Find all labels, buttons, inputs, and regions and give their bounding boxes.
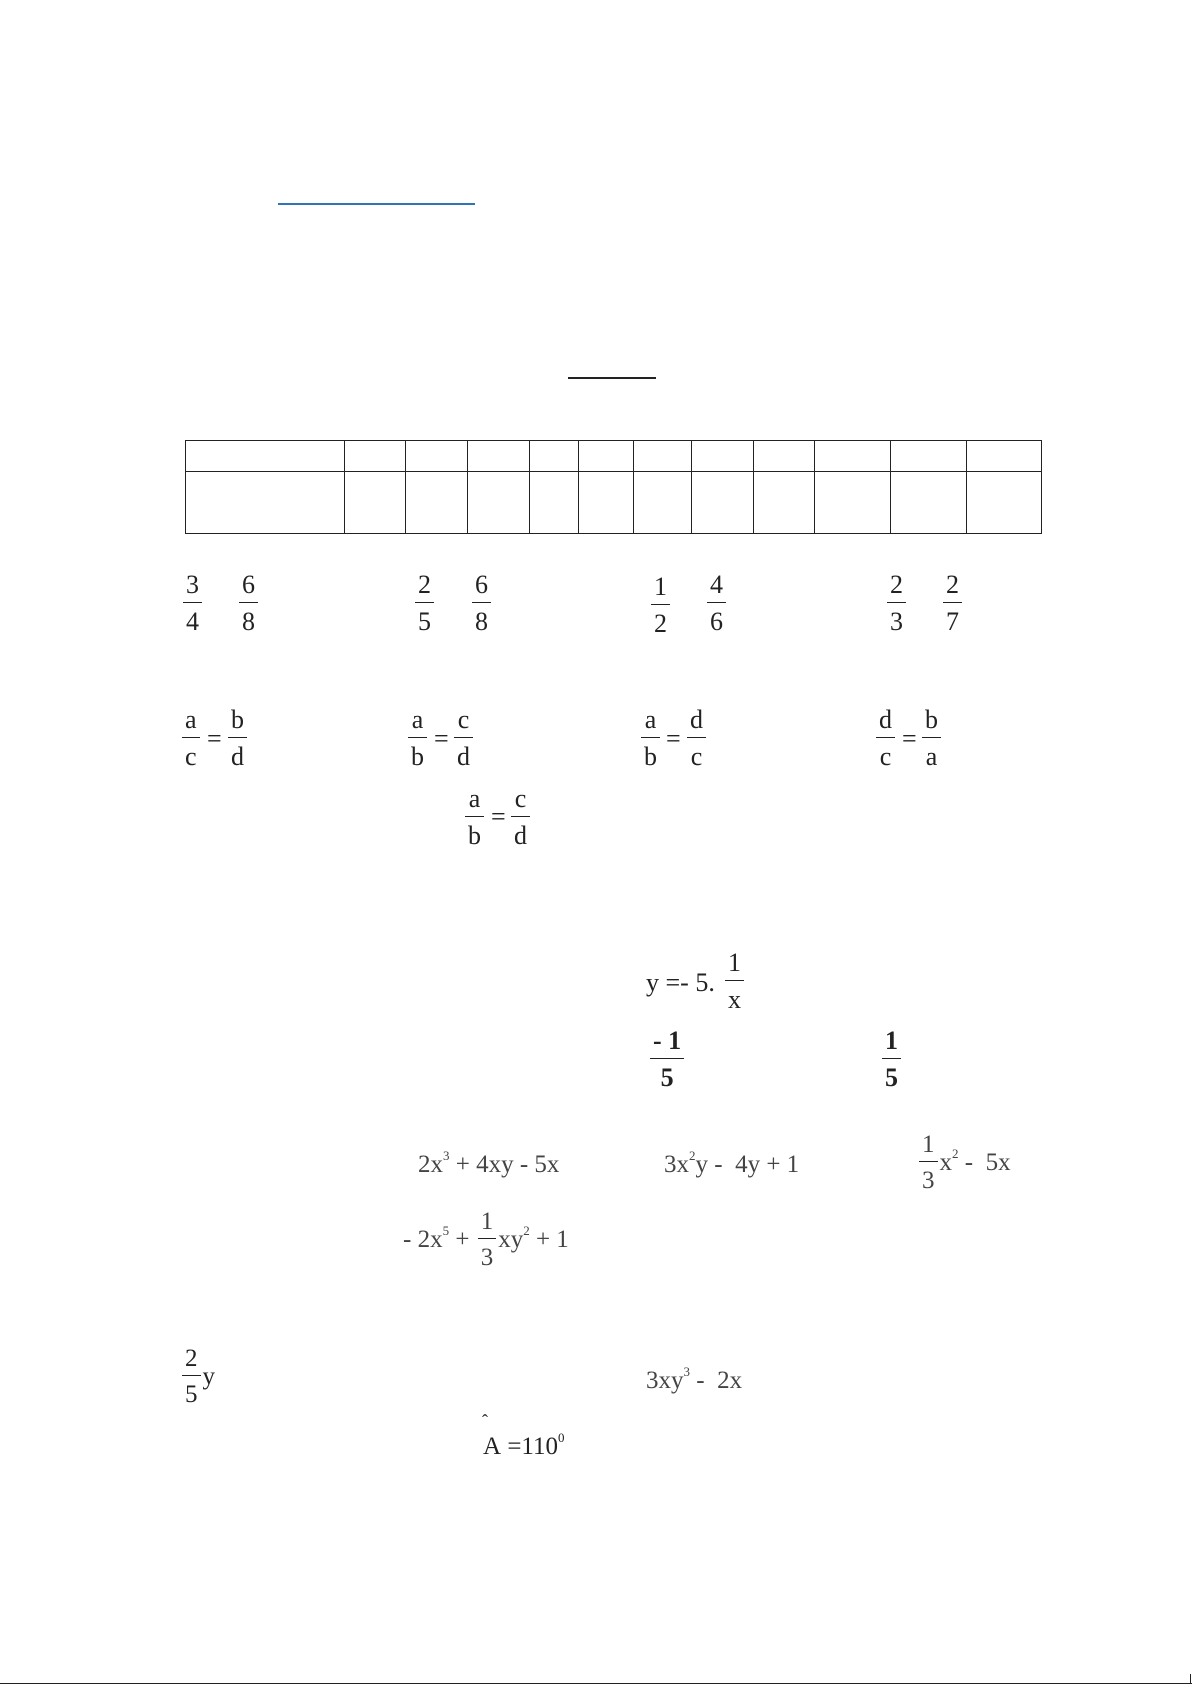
table-cell xyxy=(633,441,691,472)
polynomial-2: 3x $^2$ y - 4y + 1 xyxy=(664,1148,800,1178)
table-cell xyxy=(753,472,814,534)
polynomial-1: 2x $^3$ + 4xy - 5x xyxy=(418,1148,560,1178)
prop-b-left: a b xyxy=(408,707,427,770)
angle-a: A =110 $^0$ xyxy=(483,1430,565,1460)
prop-c-right: d c xyxy=(687,707,706,770)
equals-sign: = xyxy=(491,802,506,831)
fraction-6-8: 6 8 xyxy=(239,572,258,635)
fraction-6-8b: 6 8 xyxy=(472,572,491,635)
table-cell xyxy=(467,472,529,534)
prop-d-left: d c xyxy=(876,707,895,770)
table-cell xyxy=(529,472,578,534)
fraction-2-7: 2 7 xyxy=(943,572,962,635)
table-cell xyxy=(691,472,753,534)
fraction-2-5: 2 5 xyxy=(415,572,434,635)
table-cell xyxy=(529,441,578,472)
option-one-fifth: 1 5 xyxy=(882,1028,901,1091)
table-cell xyxy=(633,472,691,534)
fraction-3-4: 3 4 xyxy=(183,572,202,635)
given-prop-right: c d xyxy=(511,786,530,849)
fraction-4-6: 4 6 xyxy=(707,572,726,635)
score-table xyxy=(185,440,1042,534)
prop-b-right: c d xyxy=(454,707,473,770)
equals-sign: = xyxy=(666,724,681,753)
table-cell xyxy=(344,441,405,472)
footer-rule xyxy=(0,1683,1192,1684)
table-cell xyxy=(579,472,634,534)
table-cell xyxy=(579,441,634,472)
table-cell xyxy=(405,472,467,534)
footer-tick xyxy=(1190,1674,1191,1684)
title-underline xyxy=(568,377,656,379)
table-cell xyxy=(890,472,966,534)
table-cell xyxy=(467,441,529,472)
fraction-2-3: 2 3 xyxy=(887,572,906,635)
table-cell xyxy=(890,441,966,472)
polynomial-4: - 2x $^5$ + $\frac{1}{3}$ xy $^2$ + 1 xyxy=(403,1208,569,1271)
table-cell xyxy=(966,441,1041,472)
polynomial-3: $\frac{1}{3}$ x $^2$ - 5x xyxy=(917,1132,1011,1193)
expression: 3xy $^3$ - 2x xyxy=(646,1364,743,1394)
equals-sign: = xyxy=(207,724,222,753)
function-fraction: 1 x xyxy=(725,950,744,1013)
table-cell xyxy=(753,441,814,472)
given-prop-left: a b xyxy=(465,786,484,849)
function-prefix: y =- 5. xyxy=(646,968,715,997)
prop-d-right: b a xyxy=(922,707,941,770)
prop-c-left: a b xyxy=(641,707,660,770)
table-cell xyxy=(344,472,405,534)
prop-a-left: a c xyxy=(182,707,200,770)
table-cell xyxy=(405,441,467,472)
table-cell xyxy=(814,472,890,534)
header-link-underline xyxy=(278,203,475,205)
monomial: $\frac{2}{5}$ y xyxy=(180,1346,215,1407)
table-cell xyxy=(814,441,890,472)
option-neg-one-fifth: - 1 5 xyxy=(650,1028,684,1091)
table-cell xyxy=(186,472,345,534)
equals-sign: = xyxy=(434,724,449,753)
prop-a-right: b d xyxy=(228,707,247,770)
table-cell xyxy=(691,441,753,472)
equals-sign: = xyxy=(902,724,917,753)
table-cell xyxy=(186,441,345,472)
table-cell xyxy=(966,472,1041,534)
fraction-1-2: 1 2 xyxy=(651,574,670,637)
